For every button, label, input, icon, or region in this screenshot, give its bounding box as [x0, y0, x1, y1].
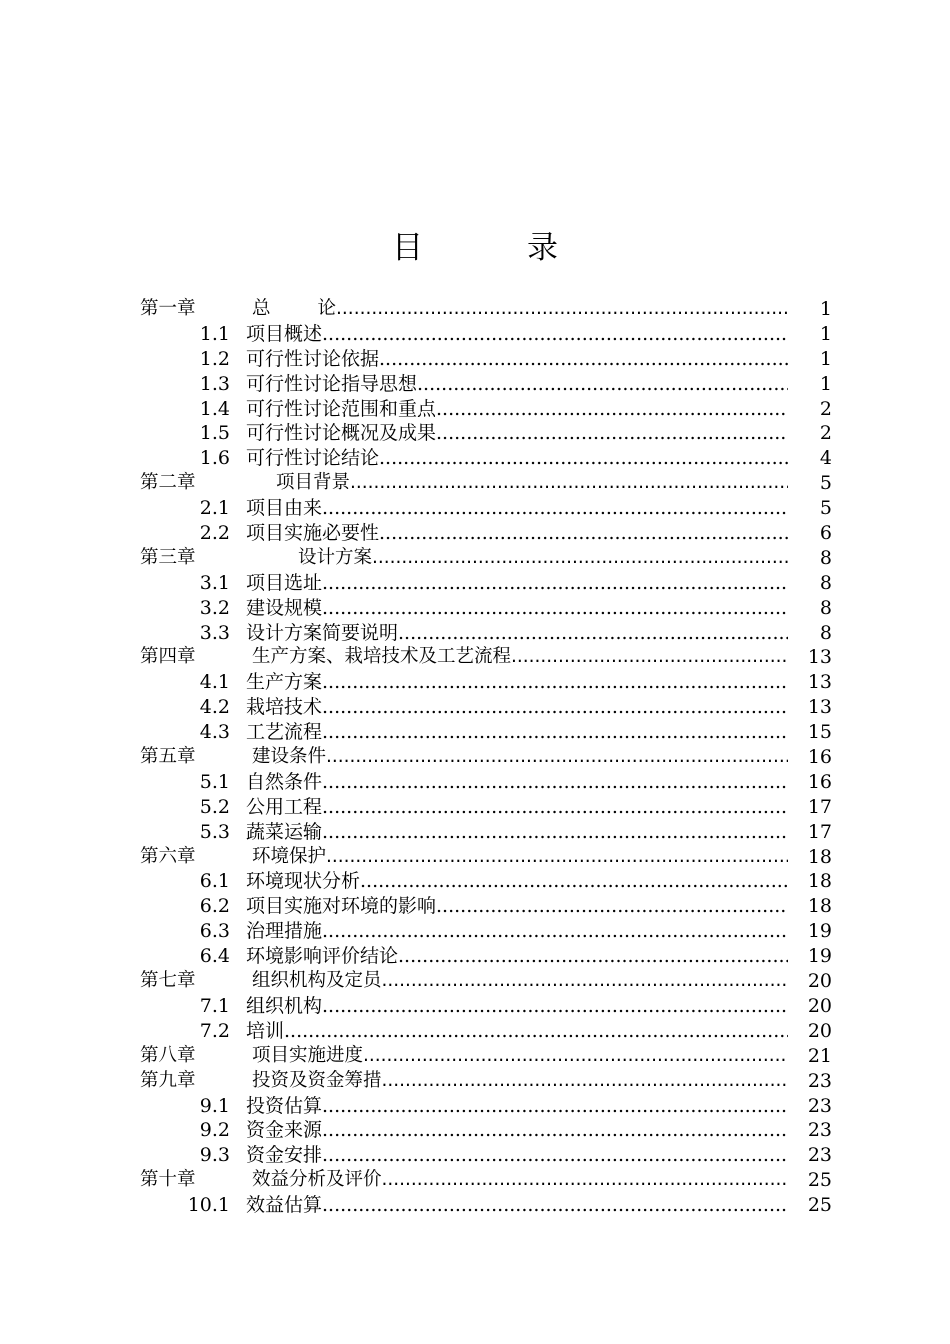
toc-entry-title: 投资及资金筹措 — [252, 1069, 382, 1091]
toc-entry-title: 可行性讨论范围和重点 — [246, 397, 437, 420]
toc-entry-label — [140, 421, 788, 446]
toc-entry-title: 环境现状分析 — [246, 870, 361, 893]
table-of-contents — [140, 297, 840, 1218]
toc-section-entry[interactable] — [140, 421, 840, 446]
toc-entry-title: 公用工程 — [246, 795, 323, 818]
toc-entry-label — [140, 1094, 788, 1119]
toc-page-number: 13 — [807, 646, 832, 669]
toc-leader-dots — [322, 1143, 788, 1168]
toc-entry-title: 总 论 — [252, 298, 337, 319]
toc-leader-dots — [398, 944, 788, 969]
toc-entry-title: 可行性讨论指导思想 — [246, 372, 418, 395]
toc-page-number: 8 — [819, 546, 832, 569]
toc-page-number: 1 — [819, 298, 832, 320]
toc-page-number: 8 — [819, 571, 832, 594]
toc-leader-dots — [322, 496, 788, 521]
toc-entry-number: 4.1 — [199, 671, 230, 694]
toc-leader-dots — [417, 372, 788, 397]
toc-entry-number: 第一章 — [140, 298, 196, 319]
toc-entry-title: 治理措施 — [246, 920, 323, 943]
toc-entry-label — [140, 820, 788, 845]
toc-entry-number: 4.3 — [199, 721, 230, 744]
toc-leader-dots — [322, 820, 788, 845]
toc-entry-number: 6.4 — [199, 945, 230, 968]
toc-page-number: 20 — [807, 970, 832, 993]
toc-entry-label — [140, 546, 788, 571]
toc-entry-label — [140, 944, 788, 969]
toc-section-entry[interactable] — [140, 446, 840, 471]
toc-chapter-entry[interactable] — [140, 845, 840, 870]
toc-entry-label — [140, 471, 788, 496]
toc-entry-number: 第五章 — [140, 746, 196, 768]
toc-entry-label — [140, 1143, 788, 1168]
toc-leader-dots — [363, 1044, 788, 1069]
toc-page-number: 18 — [807, 845, 832, 868]
toc-section-entry[interactable] — [140, 670, 840, 695]
toc-entry-number: 1.1 — [199, 322, 230, 345]
toc-entry-title: 效益分析及评价 — [252, 1169, 382, 1191]
toc-page-number: 18 — [807, 895, 832, 918]
toc-leader-dots — [379, 347, 788, 372]
toc-leader-dots — [436, 397, 788, 422]
toc-leader-dots — [511, 645, 788, 670]
toc-page-number: 5 — [819, 497, 832, 520]
toc-leader-dots — [322, 571, 788, 596]
toc-section-entry[interactable] — [140, 496, 840, 521]
toc-entry-label — [140, 621, 788, 646]
toc-entry-label — [140, 720, 788, 745]
toc-section-entry[interactable] — [140, 820, 840, 845]
toc-entry-number: 1.2 — [199, 347, 230, 370]
toc-section-entry[interactable] — [140, 1118, 840, 1143]
toc-section-entry[interactable] — [140, 1193, 840, 1218]
toc-entry-number: 第三章 — [140, 546, 196, 568]
toc-page-number: 25 — [807, 1194, 832, 1217]
toc-chapter-entry[interactable] — [140, 1044, 840, 1069]
toc-page-number: 19 — [807, 945, 832, 968]
toc-entry-number: 2.2 — [199, 522, 230, 545]
toc-page-number: 23 — [807, 1094, 832, 1117]
toc-chapter-entry[interactable] — [140, 745, 840, 770]
toc-entry-label — [140, 347, 788, 372]
toc-entry-number: 第九章 — [140, 1069, 196, 1091]
toc-leader-dots — [322, 1094, 788, 1119]
toc-leader-dots — [326, 745, 788, 770]
toc-entry-label — [140, 645, 788, 670]
toc-leader-dots — [382, 1069, 788, 1094]
toc-entry-title: 组织机构及定员 — [252, 970, 382, 992]
toc-entry-number: 3.2 — [199, 596, 230, 619]
toc-entry-number: 9.3 — [199, 1144, 230, 1167]
toc-page-number: 15 — [807, 721, 832, 744]
toc-page-number: 16 — [807, 770, 832, 793]
toc-leader-dots — [322, 596, 788, 621]
toc-page-number: 16 — [807, 746, 832, 769]
toc-leader-dots — [336, 297, 788, 322]
toc-leader-dots — [322, 770, 788, 795]
toc-entry-title: 可行性讨论结论 — [246, 447, 380, 470]
toc-section-entry[interactable] — [140, 397, 840, 422]
toc-entry-label — [140, 446, 788, 471]
toc-entry-number: 7.1 — [199, 994, 230, 1017]
toc-leader-dots — [322, 1193, 788, 1218]
toc-entry-number: 6.1 — [199, 870, 230, 893]
toc-page-number: 13 — [807, 696, 832, 719]
toc-entry-title: 建设规模 — [246, 596, 323, 619]
toc-entry-number: 第四章 — [140, 646, 196, 668]
toc-page-number: 21 — [807, 1044, 832, 1067]
toc-entry-title: 项目背景 — [276, 472, 351, 494]
toc-entry-title: 效益估算 — [246, 1194, 323, 1217]
toc-chapter-entry[interactable] — [140, 969, 840, 994]
toc-entry-title: 项目实施对环境的影响 — [246, 895, 437, 918]
toc-entry-title: 投资估算 — [246, 1094, 323, 1117]
toc-entry-number: 第八章 — [140, 1044, 196, 1066]
toc-entry-title: 生产方案 — [246, 671, 323, 694]
toc-page-number: 20 — [807, 994, 832, 1017]
toc-entry-label — [140, 322, 788, 347]
toc-entry-title: 工艺流程 — [246, 721, 323, 744]
toc-entry-number: 第二章 — [140, 472, 196, 494]
toc-entry-label — [140, 994, 788, 1019]
toc-page-number: 19 — [807, 920, 832, 943]
toc-leader-dots — [322, 322, 788, 347]
toc-page-number: 17 — [807, 795, 832, 818]
toc-entry-label — [140, 521, 788, 546]
toc-entry-label — [140, 1168, 788, 1193]
toc-chapter-entry[interactable] — [140, 1168, 840, 1193]
toc-entry-number: 10.1 — [187, 1194, 230, 1217]
toc-section-entry[interactable] — [140, 372, 840, 397]
toc-entry-title: 项目由来 — [246, 497, 323, 520]
toc-entry-number: 1.3 — [199, 372, 230, 395]
toc-entry-number: 1.5 — [199, 422, 230, 445]
toc-entry-label — [140, 397, 788, 422]
toc-entry-number: 第七章 — [140, 970, 196, 992]
toc-entry-label — [140, 372, 788, 397]
toc-chapter-entry[interactable] — [140, 546, 840, 571]
toc-page-number: 1 — [819, 347, 832, 370]
toc-entry-title: 蔬菜运输 — [246, 820, 323, 843]
toc-page-number: 2 — [819, 397, 832, 420]
toc-page-number: 8 — [819, 621, 832, 644]
toc-entry-label — [140, 1044, 788, 1069]
toc-entry-title: 环境影响评价结论 — [246, 945, 399, 968]
toc-entry-title: 可行性讨论概况及成果 — [246, 422, 437, 445]
toc-entry-label — [140, 770, 788, 795]
toc-title-right: 录 — [527, 230, 558, 266]
toc-section-entry[interactable] — [140, 795, 840, 820]
toc-page-number: 20 — [807, 1019, 832, 1042]
toc-section-entry[interactable] — [140, 571, 840, 596]
toc-page-number: 8 — [819, 596, 832, 619]
toc-leader-dots — [322, 795, 788, 820]
toc-chapter-entry[interactable] — [140, 645, 840, 670]
toc-page-number: 4 — [819, 447, 832, 470]
toc-page-number: 23 — [807, 1069, 832, 1092]
toc-leader-dots — [350, 471, 788, 496]
toc-entry-title: 资金安排 — [246, 1144, 323, 1167]
toc-leader-dots — [398, 621, 788, 646]
toc-entry-title: 自然条件 — [246, 770, 323, 793]
toc-entry-label — [140, 1069, 788, 1094]
toc-section-entry[interactable] — [140, 695, 840, 720]
toc-leader-dots — [360, 869, 788, 894]
toc-section-entry[interactable] — [140, 322, 840, 347]
toc-entry-number: 第十章 — [140, 1169, 196, 1191]
toc-entry-number: 5.2 — [199, 795, 230, 818]
toc-leader-dots — [322, 670, 788, 695]
toc-entry-number: 1.6 — [199, 447, 230, 470]
toc-leader-dots — [322, 720, 788, 745]
toc-entry-label — [140, 297, 788, 322]
toc-entry-number: 第六章 — [140, 845, 196, 867]
toc-entry-label — [140, 795, 788, 820]
toc-leader-dots — [322, 919, 788, 944]
toc-leader-dots — [382, 969, 788, 994]
toc-leader-dots — [379, 521, 788, 546]
toc-entry-number: 9.2 — [199, 1119, 230, 1142]
toc-chapter-entry[interactable] — [140, 1069, 840, 1094]
toc-page-number: 1 — [819, 372, 832, 395]
toc-entry-label — [140, 894, 788, 919]
toc-leader-dots — [436, 894, 788, 919]
toc-page-number: 5 — [819, 472, 832, 495]
toc-section-entry[interactable] — [140, 347, 840, 372]
toc-title — [0, 226, 950, 270]
toc-entry-number: 6.2 — [199, 895, 230, 918]
toc-leader-dots — [382, 1168, 788, 1193]
toc-page-number: 17 — [807, 820, 832, 843]
toc-section-entry[interactable] — [140, 994, 840, 1019]
toc-entry-title: 项目实施进度 — [252, 1044, 364, 1066]
toc-entry-label — [140, 919, 788, 944]
toc-section-entry[interactable] — [140, 1143, 840, 1168]
toc-entry-title: 环境保护 — [252, 845, 327, 867]
toc-entry-title: 培训 — [246, 1019, 285, 1042]
toc-page-number: 23 — [807, 1144, 832, 1167]
toc-leader-dots — [322, 695, 788, 720]
toc-entry-number: 6.3 — [199, 920, 230, 943]
toc-leader-dots — [436, 421, 788, 446]
toc-entry-title: 栽培技术 — [246, 696, 323, 719]
toc-entry-title: 设计方案 — [298, 546, 373, 568]
toc-page-number: 18 — [807, 870, 832, 893]
toc-section-entry[interactable] — [140, 770, 840, 795]
toc-entry-label — [140, 496, 788, 521]
toc-section-entry[interactable] — [140, 720, 840, 745]
toc-leader-dots — [284, 1019, 788, 1044]
toc-leader-dots — [379, 446, 788, 471]
toc-entry-number: 2.1 — [199, 497, 230, 520]
toc-section-entry[interactable] — [140, 521, 840, 546]
toc-entry-title: 项目概述 — [246, 322, 323, 345]
toc-section-entry[interactable] — [140, 944, 840, 969]
toc-entry-number: 5.1 — [199, 770, 230, 793]
toc-entry-title: 设计方案简要说明 — [246, 621, 399, 644]
toc-entry-title: 建设条件 — [252, 746, 327, 768]
toc-section-entry[interactable] — [140, 1094, 840, 1119]
toc-section-entry[interactable] — [140, 894, 840, 919]
toc-title-left: 目 — [392, 230, 423, 266]
toc-entry-label — [140, 670, 788, 695]
toc-entry-label — [140, 1118, 788, 1143]
toc-chapter-entry[interactable] — [140, 297, 840, 322]
toc-entry-title: 生产方案、栽培技术及工艺流程 — [252, 646, 512, 668]
toc-entry-title: 组织机构 — [246, 994, 323, 1017]
toc-entry-number: 9.1 — [199, 1094, 230, 1117]
toc-chapter-entry[interactable] — [140, 471, 840, 496]
toc-page-number: 25 — [807, 1169, 832, 1192]
toc-leader-dots — [326, 845, 788, 870]
toc-entry-label — [140, 969, 788, 994]
toc-section-entry[interactable] — [140, 919, 840, 944]
toc-entry-number: 7.2 — [199, 1019, 230, 1042]
toc-section-entry[interactable] — [140, 621, 840, 646]
toc-leader-dots — [322, 1118, 788, 1143]
toc-page-number: 23 — [807, 1119, 832, 1142]
toc-leader-dots — [322, 994, 788, 1019]
toc-leader-dots — [372, 546, 788, 571]
toc-section-entry[interactable] — [140, 596, 840, 621]
toc-page-number: 2 — [819, 422, 832, 445]
toc-entry-label — [140, 571, 788, 596]
toc-entry-number: 4.2 — [199, 696, 230, 719]
toc-entry-number: 3.3 — [199, 621, 230, 644]
toc-page-number: 6 — [819, 522, 832, 545]
toc-entry-label — [140, 845, 788, 870]
toc-page-number: 1 — [819, 322, 832, 345]
toc-entry-label — [140, 745, 788, 770]
toc-entry-label — [140, 869, 788, 894]
toc-entry-number: 5.3 — [199, 820, 230, 843]
toc-entry-title: 可行性讨论依据 — [246, 347, 380, 370]
toc-entry-number: 3.1 — [199, 571, 230, 594]
toc-entry-title: 资金来源 — [246, 1119, 323, 1142]
toc-entry-label — [140, 695, 788, 720]
toc-entry-title: 项目实施必要性 — [246, 522, 380, 545]
toc-entry-label — [140, 1019, 788, 1044]
toc-entry-label — [140, 1193, 788, 1218]
toc-entry-title: 项目选址 — [246, 571, 323, 594]
toc-entry-label — [140, 596, 788, 621]
toc-page-number: 13 — [807, 671, 832, 694]
toc-entry-number: 1.4 — [199, 397, 230, 420]
toc-section-entry[interactable] — [140, 1019, 840, 1044]
toc-section-entry[interactable] — [140, 869, 840, 894]
